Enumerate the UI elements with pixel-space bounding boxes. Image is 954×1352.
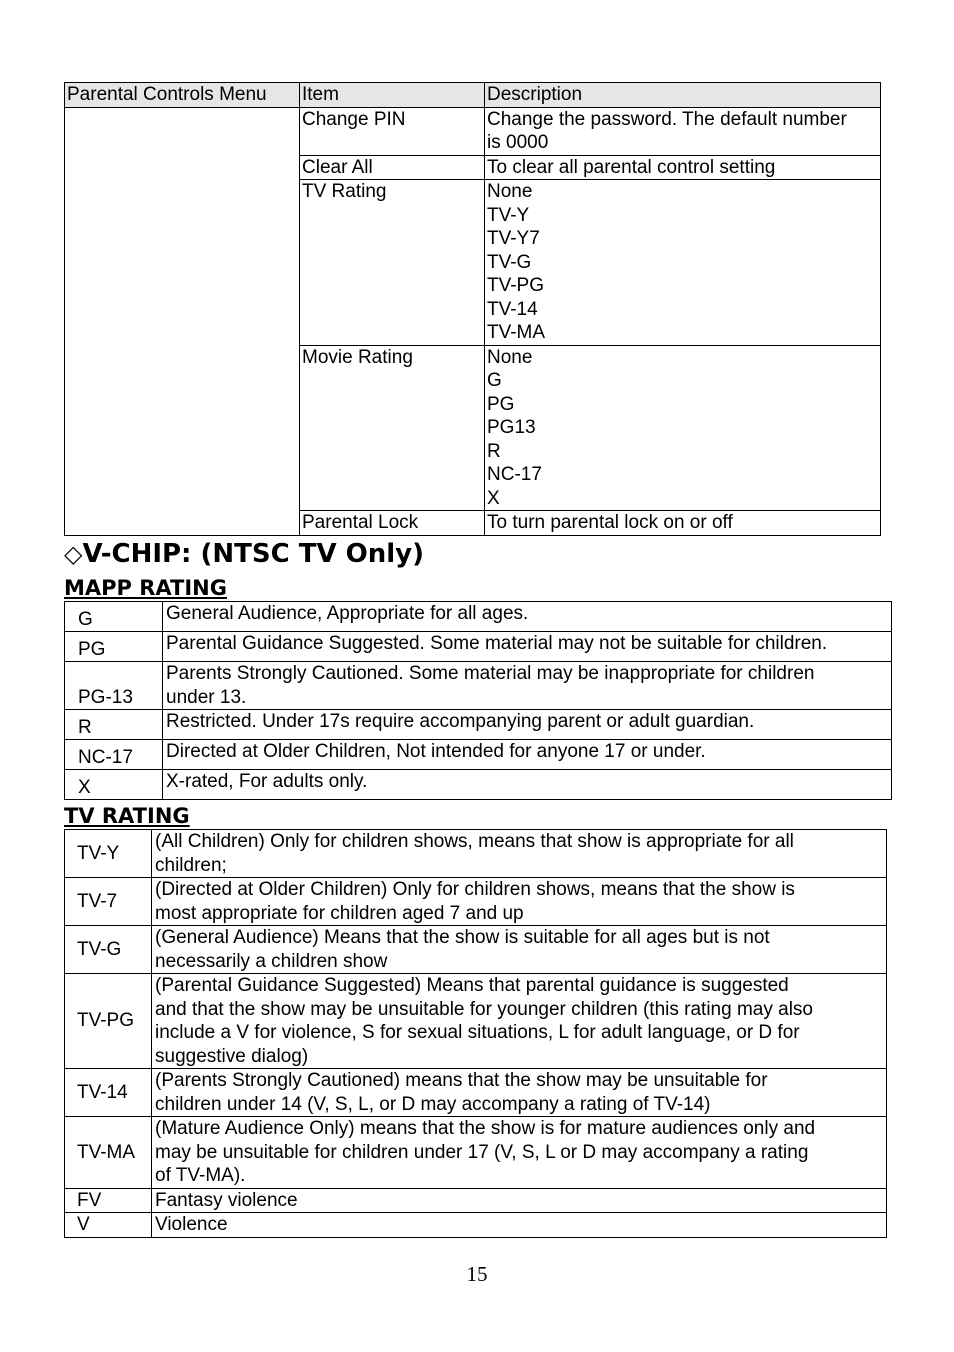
rating-code: TV-G	[65, 926, 152, 974]
mapp-rating-heading: MAPP RATING	[64, 576, 227, 600]
text-line: necessarily a children show	[155, 950, 388, 972]
text-line: most appropriate for children aged 7 and up	[155, 902, 524, 924]
text-line: R	[487, 440, 501, 462]
item-cell: Parental Lock	[300, 511, 485, 536]
table-row	[65, 974, 887, 1069]
rating-code: TV-7	[65, 878, 152, 926]
text-line: suggestive dialog)	[155, 1045, 309, 1067]
text-line: and that the show may be unsuitable for younger children (this rating may also	[155, 998, 813, 1020]
rating-code: TV-14	[65, 1069, 152, 1117]
table-row	[65, 740, 892, 770]
rating-description	[152, 926, 887, 974]
item-cell: Change PIN	[300, 107, 485, 155]
rating-code: FV	[65, 1188, 152, 1213]
text-line: Violence	[155, 1214, 228, 1235]
text-line: (Parental Guidance Suggested) Means that parental guidance is suggested	[155, 975, 789, 996]
text-line: PG	[487, 393, 515, 415]
rating-description	[152, 878, 887, 926]
vchip-heading	[64, 536, 424, 572]
table-row	[65, 878, 887, 926]
header-description: Description	[485, 83, 881, 108]
text-line: (Mature Audience Only) means that the show is for mature audiences only and	[155, 1118, 816, 1139]
rating-code: X	[65, 770, 163, 800]
vchip-heading-text: V-CHIP: (NTSC TV Only)	[82, 539, 425, 569]
text-line: (Parents Strongly Cautioned) means that the show may be unsuitable for	[155, 1070, 768, 1091]
page-number: 15	[466, 1262, 488, 1286]
text-line: (Directed at Older Children) Only for children shows, means that the show is	[155, 879, 795, 900]
rating-code: TV-MA	[65, 1117, 152, 1189]
rating-description	[152, 1069, 887, 1117]
tv-rating-table	[64, 829, 887, 1238]
rating-description	[163, 632, 892, 662]
item-cell: Clear All	[300, 155, 485, 180]
text-line: PG13	[487, 417, 536, 438]
text-line: TV-PG	[487, 275, 545, 296]
parental-controls-table	[64, 82, 881, 536]
description-cell	[485, 180, 881, 346]
rating-description	[152, 974, 887, 1069]
rating-code: V	[65, 1213, 152, 1238]
text-line: Parents Strongly Cautioned. Some material may be inappropriate for children	[166, 663, 815, 684]
rating-description	[152, 1117, 887, 1189]
description-cell	[485, 345, 881, 511]
rating-description	[163, 602, 892, 632]
description-cell	[485, 511, 881, 536]
table-row	[65, 830, 887, 878]
table-row	[65, 1213, 887, 1238]
table-row	[65, 662, 892, 710]
text-line: under 13.	[166, 686, 247, 708]
text-line: TV-Y	[487, 204, 530, 226]
table-row	[65, 107, 881, 155]
item-cell: TV Rating	[300, 180, 485, 346]
rating-description	[152, 830, 887, 878]
text-line: Change the password. The default number	[487, 108, 847, 130]
text-line: General Audience, Appropriate for all ages.	[166, 603, 529, 624]
text-line: X	[487, 487, 500, 509]
text-line: (General Audience) Means that the show is suitable for all ages but is not	[155, 927, 770, 948]
rating-description	[152, 1213, 887, 1238]
text-line: To turn parental lock on or off	[487, 512, 733, 533]
tv-rating-heading: TV RATING	[64, 804, 190, 828]
menu-cell	[65, 107, 300, 535]
table-row	[65, 602, 892, 632]
mapp-rating-table	[64, 601, 892, 800]
text-line: Directed at Older Children, Not intended for anyone 17 or under.	[166, 741, 706, 762]
text-line: of TV-MA).	[155, 1165, 246, 1186]
text-line: NC-17	[487, 464, 542, 485]
text-line: Parental Guidance Suggested. Some material may not be suitable for children.	[166, 633, 828, 654]
rating-code: TV-PG	[65, 974, 152, 1069]
description-cell	[485, 107, 881, 155]
text-line: Restricted. Under 17s require accompanying parent or adult guardian.	[166, 711, 755, 732]
description-cell	[485, 155, 881, 180]
text-line: Fantasy violence	[155, 1189, 298, 1211]
rating-description	[163, 662, 892, 710]
rating-code: R	[65, 710, 163, 740]
table-row	[65, 710, 892, 740]
table-row	[65, 1188, 887, 1213]
text-line: G	[487, 370, 502, 391]
rating-description	[163, 740, 892, 770]
text-line: TV-14	[487, 298, 538, 320]
table-row	[65, 926, 887, 974]
table-row	[65, 770, 892, 800]
text-line: None	[487, 346, 533, 368]
table-row	[65, 632, 892, 662]
rating-code: PG-13	[65, 662, 163, 710]
text-line: include a V for violence, S for sexual situations, L for adult language, or D for	[155, 1022, 800, 1043]
diamond-icon: ◇	[64, 540, 83, 568]
rating-description	[163, 710, 892, 740]
header-item: Item	[300, 83, 485, 108]
parental-controls-body	[65, 107, 881, 535]
text-line: (All Children) Only for children shows, means that show is appropriate for all	[155, 831, 794, 852]
text-line: TV-Y7	[487, 228, 540, 249]
text-line: TV-MA	[487, 322, 546, 343]
header-menu: Parental Controls Menu	[65, 83, 300, 108]
rating-code: TV-Y	[65, 830, 152, 878]
rating-description	[152, 1188, 887, 1213]
item-cell: Movie Rating	[300, 345, 485, 511]
table-row	[65, 1117, 887, 1189]
text-line: TV-G	[487, 251, 532, 273]
text-line: is 0000	[487, 132, 549, 153]
rating-code: NC-17	[65, 740, 163, 770]
table-header-row	[65, 83, 881, 108]
text-line: None	[487, 181, 533, 202]
table-row	[65, 1069, 887, 1117]
text-line: children under 14 (V, S, L, or D may accompany a rating of TV-14)	[155, 1093, 711, 1115]
rating-code: G	[65, 602, 163, 632]
rating-description	[163, 770, 892, 800]
text-line: To clear all parental control setting	[487, 156, 776, 178]
text-line: may be unsuitable for children under 17 (V, S, L or D may accompany a rating	[155, 1141, 809, 1163]
rating-code: PG	[65, 632, 163, 662]
text-line: X-rated, For adults only.	[166, 771, 368, 792]
text-line: children;	[155, 854, 227, 876]
